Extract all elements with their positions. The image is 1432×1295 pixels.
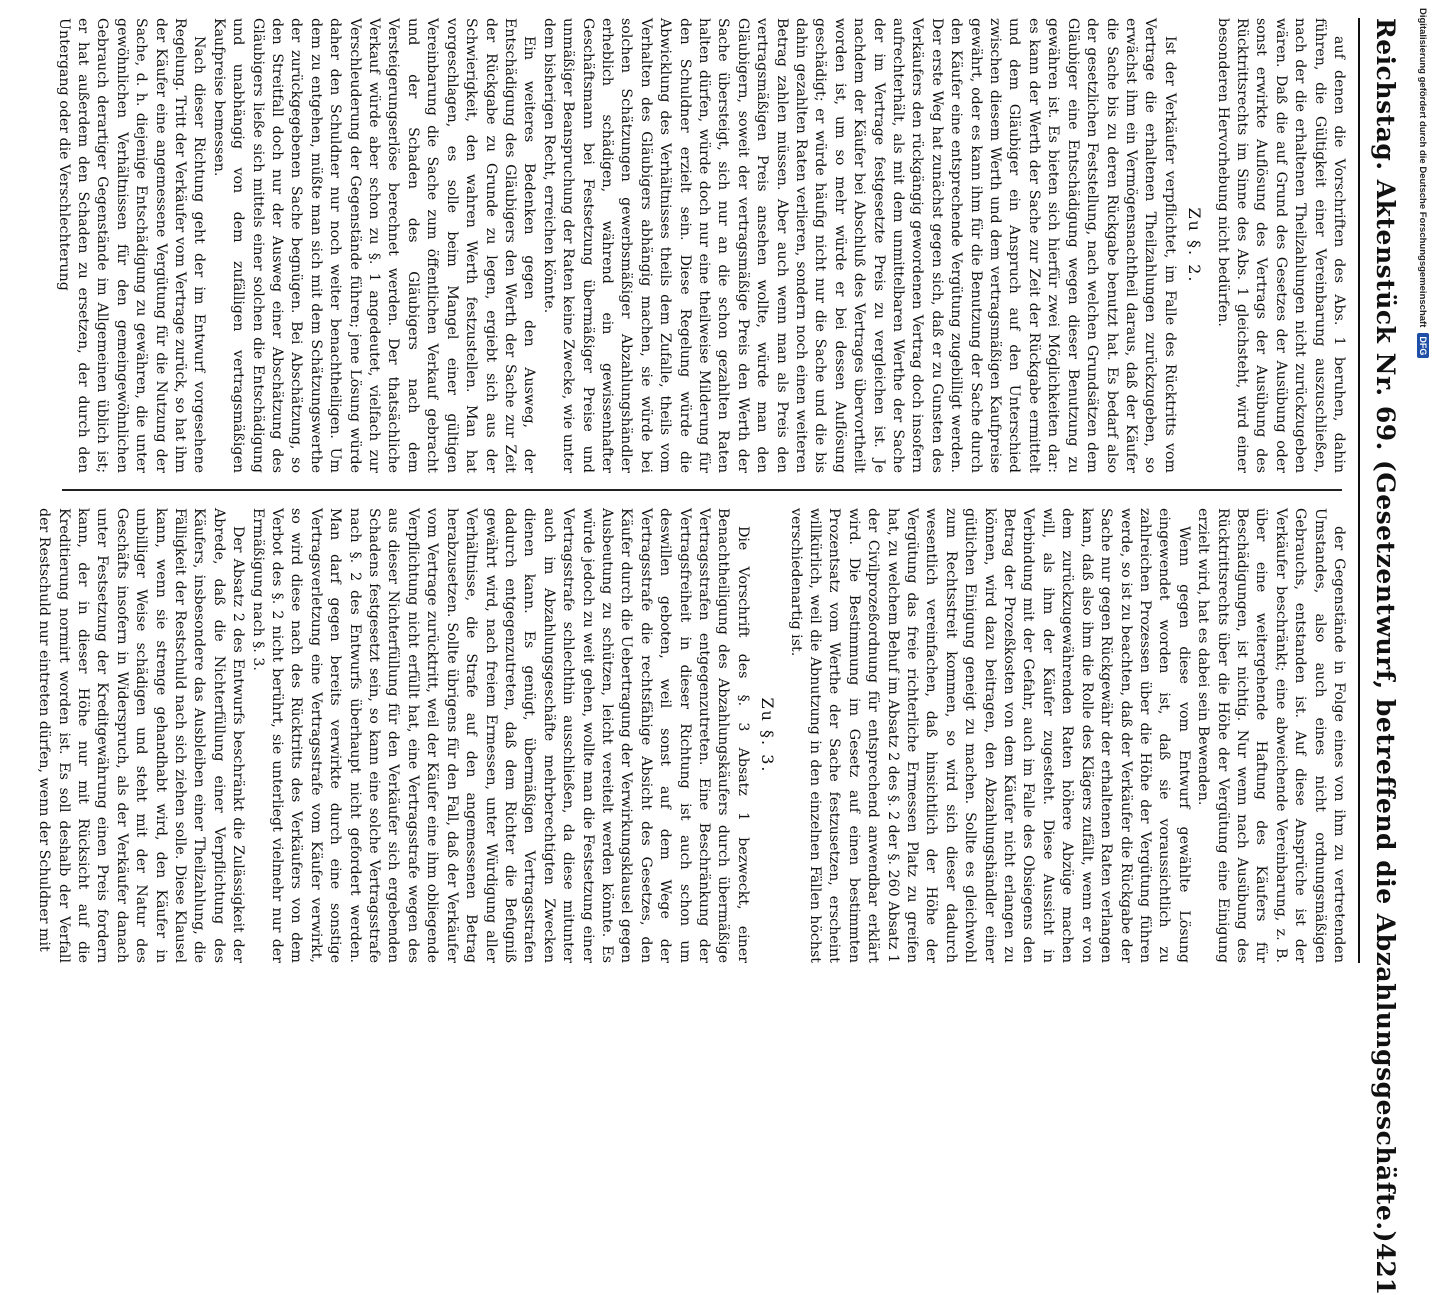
- right-column: [36, 508, 1348, 963]
- section-heading-par3: Zu §. 3.: [758, 697, 778, 774]
- paragraph: Der Absatz 2 des Entwurfs beschränkt die Zulässigkeit der Abrede, daß die Nichterfüllung einer Verpflichtung des Käufers, insbesondere das Ausbleiben einer Theilzahlung, die Fälligkeit der Restschuld nach sich ziehen solle. Diese Klausel kann, wenn sie strenge gehandhabt wird, den Käufer in unbilliger Weise schädigen und steht mit der Natur des Geschäfts insofern in Widerspruch, als der Verkäufer danach unter Festsetzung der Kreditgewährung einen Preis fordern kann, der in dieser Höhe nur mit Rücksicht auf die Kreditierung normirt worden ist. Es soll deshalb der Verfall der Restschuld nur eintreten dürfen, wenn der Schuldner mit: [36, 508, 247, 963]
- left-column: [55, 18, 1348, 473]
- section-heading-par2: Zu §. 2.: [1185, 207, 1205, 284]
- paragraph: Ist der Verkäufer verpflichtet, im Falle des Rücktritts vom Vertrage die erhaltenen Theilzahlungen zurückzugeben, so erwächst ihm ein Vermögensnachtheil daraus, daß der Käufer die Sache bis zu deren Rückgabe benutzt hat. Es bedarf also der gesetzlichen Feststellung, nach welchen Grundsätzen dem Gläubiger eine Entschädigung wegen dieser Benutzung zu gewähren ist. Es bieten sich hierfür zwei Möglichkeiten dar: es kann der Werth der Sache zur Zeit der Rückgabe ermittelt und dem Gläubiger ein Anspruch auf den Unterschied zwischen diesem Werth und dem vertragsmäßigen Kaufpreise gewährt, oder es kann ihm für die Benutzung der Sache durch den Käufer eine entsprechende Vergütung zugebilligt werden. Der erste Weg hat zunächst gegen sich, daß er zu Gunsten des Verkäufers den rückgängig gewordenen Vertrag doch insofern aufrechterhält, als mit dem unmittelbaren Werthe der Sache der im Vertrage festgesetzte Preis zu vergleichen ist. Je nachdem der Käufer bei Abschluß des Vertrages übervortheilt worden ist, um so mehr würde er bei dessen Auflösung geschädigt; er würde häufig nicht nur die Sache und die bis dahin gezahlten Raten verlieren, sondern noch einen weiteren Betrag zahlen müssen. Aber auch wenn man als Preis den vertragsmäßigen Preis ansehen wollte, würde man den Gläubigern, soweit der vertragsmäßige Preis den Werth der Sache übersteigt, sich nur an die schon gezahlten Raten halten dürfen, würde doch nur eine theilweise Milderung für den Schuldner erzielt sein. Diese Regelung würde die Abwicklung des Verhältnisses theils dem Zufalle, theils vom Verhalten des Gläubigers abhängig machen, sie würde bei solchen Schätzungen gewerbsmäßiger Abzahlungshändler erheblich schädigen, während ein gewissenhafter Geschäftsmann bei Festsetzung übermäßiger Preise und unmäßiger Beanspruchung der Raten keine Zwecke, wie unter dem bisherigen Recht, erreichen könnte.: [540, 18, 1178, 473]
- dfg-logo: DFG: [1417, 333, 1429, 358]
- digitization-stamp: [1416, 8, 1430, 1000]
- paragraph: Wenn gegen diese vom Entwurf gewählte Lösung eingewendet worden ist, daß sie voraussichtlich zu zahlreichen Prozessen über die Höhe der Vergütung führen werde, so ist zu beachten, daß der Verkäufer die Rückgabe der Sache nur gegen Rückgewähr der erhaltenen Raten verlangen kann, daß also ihm die Rolle des Klägers zufällt, wenn er von dem zurückzugewährenden Raten höhere Abzüge machen will, als ihm der Käufer zugesteht. Diese Aussicht in Verbindung mit der Gefahr, auch im Falle des Obsiegens den Betrag der Prozeßkosten von dem Käufer nicht erlangen zu können, wird dazu beitragen, den Abzahlungshändler einer gütlichen Einigung geneigt zu machen. Sollte es gleichwohl zum Rechtsstreit kommen, so wird sich dieser dadurch wesentlich vereinfachen, daß hinsichtlich der Höhe der Vergütung das freie richterliche Ermessen Platz zu greifen hat, zu welchem Behuf im Absatz 2 des §. 2 der §. 260 Absatz 1 der Civilprozeßordnung für entsprechend anwendbar erklärt wird. Die Bestimmung im Gesetz auf einen bestimmten Prozentsatz vom Werthe der Sache festzusetzen, erscheint willkürlich, weil die Abnutzung in den einzelnen Fällen höchst verschiedenartig ist.: [787, 508, 1192, 963]
- paragraph: Nach dieser Richtung geht der im Entwurf vorgesehene Regelung. Tritt der Verkäufer vom Vertrage zurück, so hat ihm der Käufer eine angemessene Vergütung für die Nutzung der Sache, d. h. diejenige Entschädigung zu gewähren, die unter gewöhnlichen Verhältnissen für den gemeingewöhnlichen Gebrauch derartiger Gegenstände im Allgemeinen üblich ist; er hat außerdem den Schaden zu ersetzen, der durch den Untergang oder die Verschlechterung: [55, 18, 208, 473]
- page-title: Reichstag. Aktenstück Nr. 69. (Gesetzentwurf, betreffend die Abzahlungsgeschäfte.): [1371, 18, 1401, 1243]
- paragraph: auf denen die Vorschriften des Abs. 1 beruhen, dahin führen, die Gültigkeit einer Vereinbarung auszuschließen, nach der die erhaltenen Theilzahlungen nicht zurückzugeben wären. Daß die auf Grund des Gesetzes der Ausübung oder sonst erwirkte Auflösung des Vertrags der Ausübung des Rücktrittsrechts im Sinne des Abs. 1 gleichsteht, wird einer besonderen Hervorhebung nicht bedürfen.: [1214, 18, 1347, 473]
- page-number: 421: [1371, 1242, 1401, 1295]
- paragraph: der Gegenstände in Folge eines von ihm zu vertretenden Umstandes, also auch eines nicht ordnungsmäßigen Gebrauchs, entstanden ist. Auf diese Ansprüche ist der Verkäufer beschränkt; eine abweichende Vereinbarung, z. B. über eine weitergehende Haftung des Käufers für Beschädigungen, ist nichtig. Nur wenn nach Ausübung des Rücktrittsrechts über die Höhe der Vergütung eine Einigung erzielt wird, hat es dabei sein Bewenden.: [1195, 508, 1347, 963]
- paragraph: Ein weiteres Bedenken gegen den Ausweg, der Entschädigung des Gläubigers den Werth der Sache zur Zeit der Rückgabe zu Grunde zu legen, ergiebt sich aus der Schwierigkeit, den wahren Werth festzustellen. Man hat vorgeschlagen, es solle beim Mangel einer gültigen Vereinbarung die Sache zum öffentlichen Verkauf gebracht und der Schaden des Gläubigers nach dem Versteigerungserlöse berechnet werden. Der thatsächliche Verkauf würde aber schon zu §. 1 angedeutet, vielfach zur Verschleuderung der Gegenstände führen; jene Lösung würde daher den Schuldner nur noch weiter benachtheiligen. Um dem zu entgehen, müßte man sich mit dem Schätzungswerthe der zurückgegebenen Sache begnügen. Bei Abschätzung, so den Streitfall doch nur der Ausweg einer Abschätzung des Gläubigers ließe sich mittels einer solchen die Entschädigung und unabhängig von dem zufälligen vertragsmäßigen Kaufpreise bemessen.: [210, 18, 538, 473]
- page-header: [1358, 18, 1412, 1295]
- column-divider: [62, 489, 1342, 491]
- stamp-text: Digitalisierung gefördert durch die Deutsche Forschungsgemeinschaft: [1417, 8, 1429, 328]
- paragraph: Die Vorschrift des §. 3 Absatz 1 bezweckt, einer Benachtheiligung des Abzahlungskäufers durch übermäßige Vertragsstrafen entgegenzutreten. Eine Beschränkung der Vertragsfreiheit in dieser Richtung ist auch schon um deswillen geboten, weil sonst auf dem Wege der Vertragsstrafe die rechtsfähige Absicht des Gesetzes, den Käufer durch die Uebertragung der Verwirkungsklausel gegen Ausbeutung zu schützen, leicht vereitelt werden könnte. Es würde jedoch zu weit gehen, wollte man die Festsetzung einer Vertragsstrafe schlechthin ausschließen, da diese mitunter auch im Abzahlungsgeschäfte mehrberechtigten Zwecken dienen kann. Es genügt, übermäßigen Vertragsstrafen dadurch entgegenzutreten, daß dem Richter die Befugniß gewährt wird, nach freiem Ermessen, unter Würdigung aller Verhältnisse, die Strafe auf den angemessenen Betrag herabzusetzen. Sollte übrigens für den Fall, daß der Verkäufer vom Vertrage zurücktritt, weil der Käufer eine ihm obliegende Verpflichtung nicht erfüllt hat, eine Vertragsstrafe wegen des aus dieser Nichterfüllung für den Verkäufer sich ergebenden Schadens festgesetzt sein, so kann eine solche Vertragsstrafe nach §. 2 des Entwurfs überhaupt nicht gefordert werden. Man darf gegen bereits verwirkte durch eine sonstige Vertragsverletzung eine Vertragsstrafe vom Käufer verwirkt, so wird diese nach des Rücktritts des Verkäufers von dem Verbot des §. 2 nicht berührt, sie unterliegt vielmehr nur der Ermäßigung nach §. 3.: [249, 508, 751, 963]
